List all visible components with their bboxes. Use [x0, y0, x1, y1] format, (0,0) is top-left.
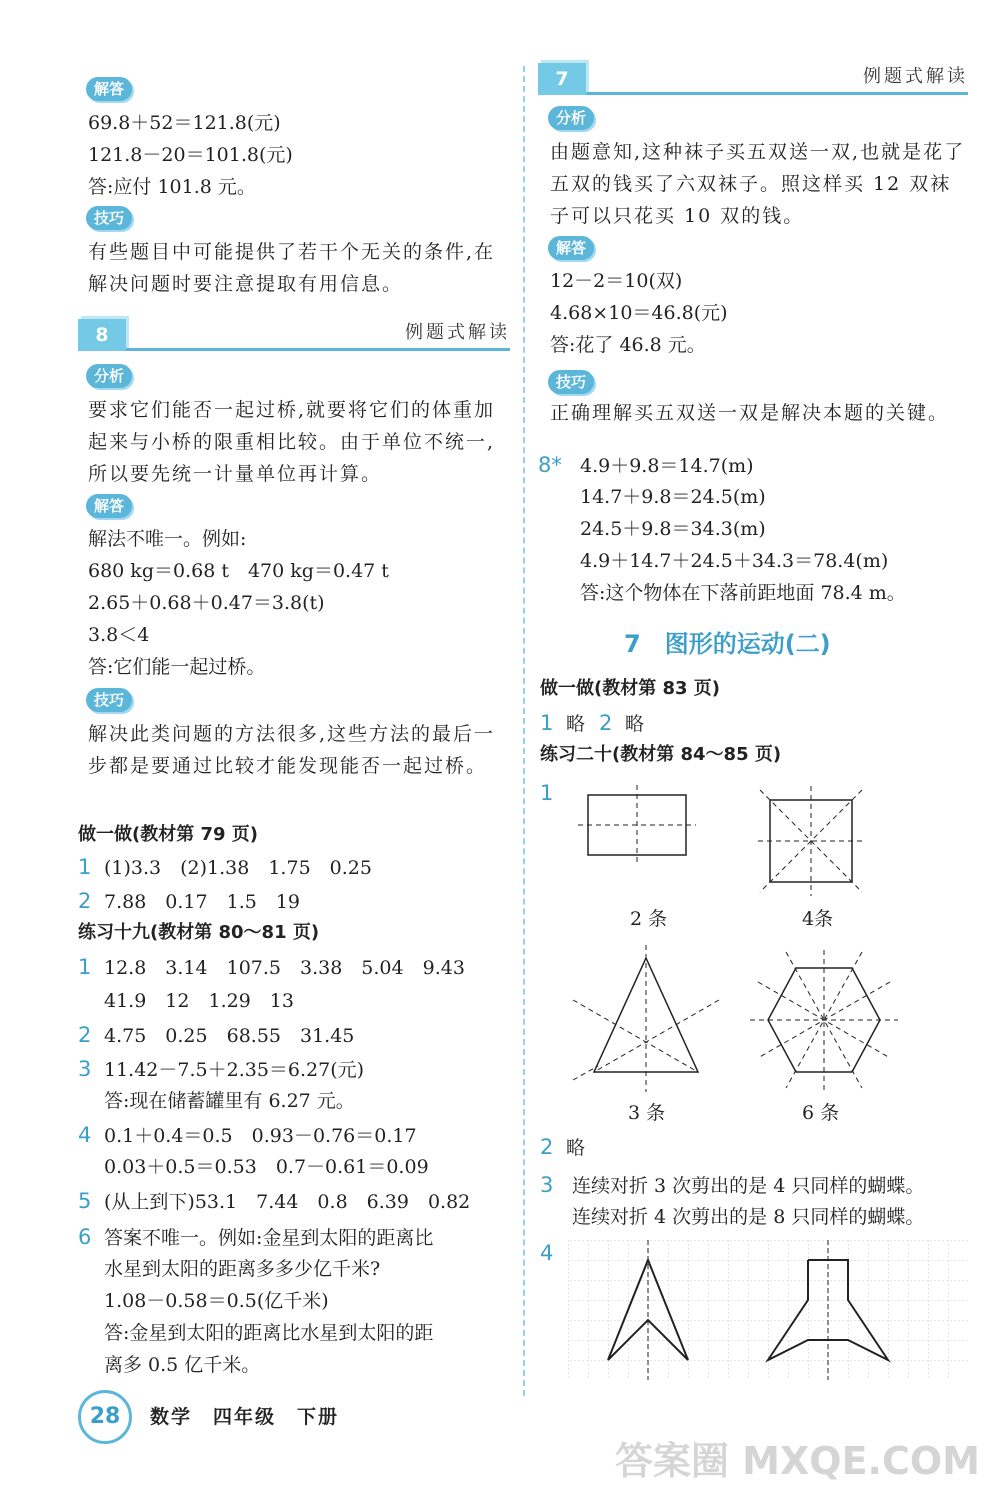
jieda-tag: 解答	[86, 494, 132, 518]
item-number: 3	[540, 1173, 554, 1197]
exercise-item	[78, 954, 465, 981]
solution-line: 2.65＋0.68＋0.47＝3.8(t)	[88, 592, 325, 614]
jiqiao-tag: 技巧	[86, 206, 132, 230]
jiqiao-tag: 技巧	[86, 688, 132, 712]
exercise-item	[540, 1172, 924, 1199]
analysis-text: 要求它们能否一起过桥,就要将它们的体重加起来与小桥的限重相比较。由于单位不统一,所以要先统一计量单位再计算。	[88, 399, 496, 485]
exercise-title: 练习十九(教材第 80～81 页)	[78, 922, 320, 943]
answer-line: 答:花了 46.8 元。	[550, 334, 706, 356]
item-number: 1	[78, 955, 92, 979]
exercise-item	[78, 1188, 470, 1215]
item-number: 1	[540, 781, 554, 805]
question-header	[538, 58, 968, 95]
item-text: 水星到太阳的距离多多少亿千米?	[104, 1258, 381, 1280]
item-number-line	[540, 1240, 566, 1267]
question-number: 7	[538, 63, 586, 95]
rectangle-figure	[578, 785, 696, 865]
exercise-title: 练习二十(教材第 84～85 页)	[540, 744, 782, 765]
calc-line: 69.8＋52＝121.8(元)	[88, 112, 281, 134]
fenxi-tag: 分析	[86, 364, 132, 388]
square-figure	[758, 786, 864, 896]
tip-text: 正确理解买五双送一双是解决本题的关键。	[550, 402, 950, 424]
figure-label: 2 条	[630, 908, 668, 930]
solution-line: 4.68×10＝46.8(元)	[550, 302, 728, 324]
item-number: 4	[78, 1123, 92, 1147]
item-text: 略	[566, 1137, 586, 1159]
item-number: 5	[78, 1189, 92, 1213]
exercise-item	[78, 854, 372, 881]
item-text: 答:这个物体在下落前距地面 78.4 m。	[580, 582, 906, 604]
question-number: 8	[78, 319, 126, 351]
item-number: 2	[540, 1135, 554, 1159]
question-label: 例题式解读	[405, 322, 510, 343]
solution-line: 3.8＜4	[88, 624, 150, 646]
grid-figure	[568, 1240, 968, 1380]
section-title: 7 图形的运动(二)	[624, 630, 831, 658]
item-number: 2	[599, 711, 613, 735]
item-text: 41.9 12 1.29 13	[104, 990, 294, 1012]
analysis-text: 由题意知,这种袜子买五双送一双,也就是花了五双的钱买了六双袜子。照这样买 12 双袜子可以只花买 10 双的钱。	[550, 141, 966, 227]
item-number: 8*	[538, 453, 562, 477]
exercise-item	[78, 1056, 364, 1083]
item-text: 0.03＋0.5＝0.53 0.7－0.61＝0.09	[104, 1156, 429, 1178]
figure-label: 4条	[802, 908, 834, 930]
exercise-item	[78, 1122, 417, 1149]
jieda-tag: 解答	[86, 77, 132, 101]
calc-line: 121.8－20＝101.8(元)	[88, 144, 293, 166]
exercise-item	[78, 1022, 354, 1049]
fenxi-tag: 分析	[548, 106, 594, 130]
item-text: 答案不唯一。例如:金星到太阳的距离比	[104, 1227, 434, 1249]
hexagon-figure	[750, 950, 898, 1090]
item-text: 7.88 0.17 1.5 19	[104, 891, 301, 913]
item-text: 离多 0.5 亿千米。	[104, 1354, 261, 1376]
item-text: 略	[566, 713, 586, 735]
item-text: 答:金星到太阳的距离比水星到太阳的距	[104, 1322, 434, 1344]
solution-line: 12－2＝10(双)	[550, 270, 683, 292]
triangle-figure	[573, 945, 719, 1092]
jiqiao-tag: 技巧	[548, 370, 594, 394]
item-number: 2	[78, 889, 92, 913]
item-text: 连续对折 3 次剪出的是 4 只同样的蝴蝶。	[572, 1175, 925, 1197]
question-label: 例题式解读	[863, 66, 968, 87]
item-number: 3	[78, 1057, 92, 1081]
figure-label: 3 条	[628, 1102, 666, 1124]
item-number: 4	[540, 1241, 554, 1265]
page-number-badge: 28	[78, 1390, 132, 1444]
watermark-text: 答案圈 MXQE.COM	[614, 1439, 980, 1483]
exercise-title: 做一做(教材第 79 页)	[78, 824, 259, 845]
book-title: 数学 四年级 下册	[150, 1406, 340, 1428]
item-text: 0.1＋0.4＝0.5 0.93－0.76＝0.17	[104, 1125, 417, 1147]
item-text: 1.08－0.58＝0.5(亿千米)	[104, 1290, 329, 1312]
exercise-item	[78, 1224, 433, 1251]
answer-line: 答:应付 101.8 元。	[88, 176, 256, 198]
exercise-item	[538, 452, 754, 479]
item-text: 14.7＋9.8＝24.5(m)	[580, 486, 766, 508]
column-divider	[523, 66, 525, 1396]
item-text: 4.9＋14.7＋24.5＋34.3＝78.4(m)	[580, 550, 889, 572]
item-text: (从上到下)53.1 7.44 0.8 6.39 0.82	[104, 1191, 471, 1213]
item-text: 4.9＋9.8＝14.7(m)	[580, 455, 754, 477]
symmetry-figures	[538, 780, 968, 1120]
item-text: 11.42－7.5＋2.35＝6.27(元)	[104, 1059, 365, 1081]
item-number: 6	[78, 1225, 92, 1249]
answer-line: 答:它们能一起过桥。	[88, 656, 266, 678]
exercise-title: 做一做(教材第 83 页)	[540, 678, 721, 699]
figure-label: 6 条	[802, 1102, 840, 1124]
item-text: 12.8 3.14 107.5 3.38 5.04 9.43	[104, 957, 465, 979]
question-header	[78, 314, 510, 351]
solution-line: 解法不唯一。例如:	[88, 528, 247, 550]
tip-text: 有些题目中可能提供了若干个无关的条件,在解决问题时要注意提取有用信息。	[88, 241, 496, 295]
item-text: 24.5＋9.8＝34.3(m)	[580, 518, 766, 540]
solution-line: 680 kg＝0.68 t 470 kg＝0.47 t	[88, 560, 389, 582]
item-number: 1	[78, 855, 92, 879]
exercise-item	[78, 888, 300, 915]
item-text: 略	[625, 713, 645, 735]
tip-text: 解决此类问题的方法很多,这些方法的最后一步都是要通过比较才能发现能否一起过桥。	[88, 723, 496, 777]
item-text: 4.75 0.25 68.55 31.45	[104, 1025, 355, 1047]
exercise-item	[540, 710, 644, 737]
item-number: 2	[78, 1023, 92, 1047]
item-number: 1	[540, 711, 554, 735]
item-text: 连续对折 4 次剪出的是 8 只同样的蝴蝶。	[572, 1206, 925, 1228]
item-text: 答:现在储蓄罐里有 6.27 元。	[104, 1090, 355, 1112]
watermark	[615, 1430, 980, 1485]
exercise-item	[540, 1134, 585, 1161]
item-text: (1)3.3 (2)1.38 1.75 0.25	[104, 857, 372, 879]
jieda-tag: 解答	[548, 236, 594, 260]
